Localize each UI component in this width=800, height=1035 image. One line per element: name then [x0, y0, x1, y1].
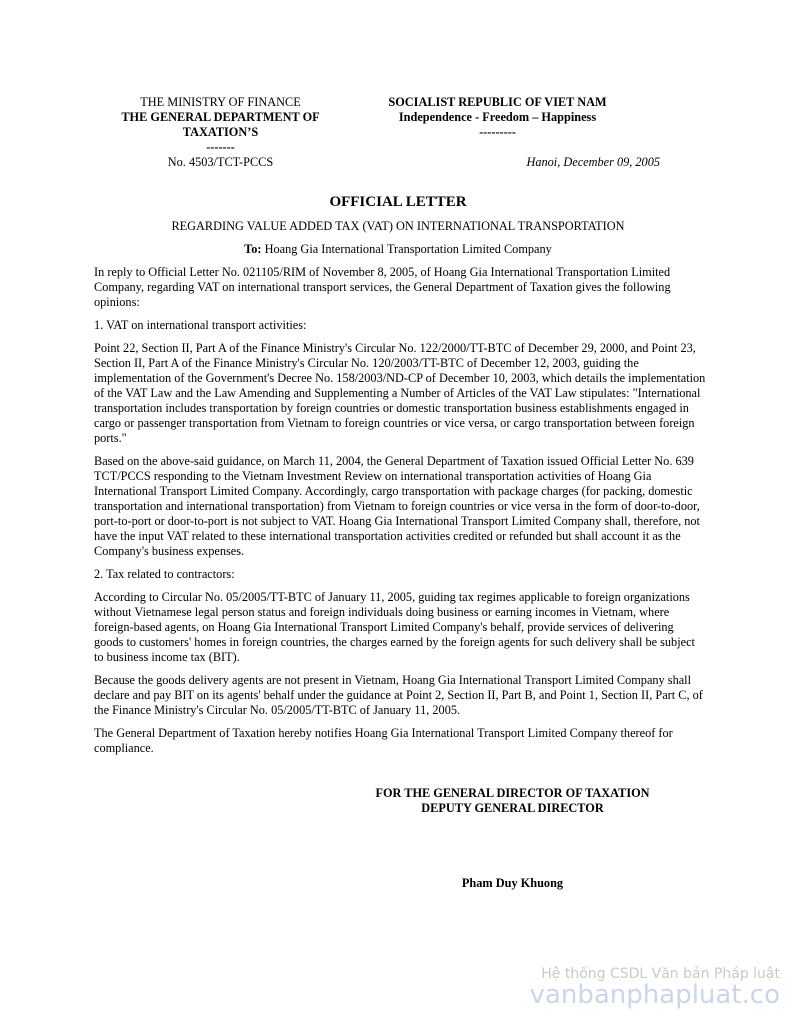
- letter-body: [94, 265, 706, 764]
- document-number: No. 4503/TCT-PCCS: [167, 155, 274, 169]
- signature-position: DEPUTY GENERAL DIRECTOR: [421, 801, 604, 815]
- signature-block: [345, 786, 680, 816]
- body-paragraph: In reply to Official Letter No. 021105/RIM of November 8, 2005, of Hoang Gia International Transportation Limited Company, regarding VAT on international transport services, the General Department of Taxation gives the following opinions:: [94, 265, 671, 309]
- body-paragraph: Because the goods delivery agents are not present in Vietnam, Hoang Gia International Transport Limited Company shall declare and pay BIT on its agents' behalf under the guidance at Point 2, Section II, Part B, and Point 1, Section II, Part C, of the Finance Ministry's Circular No. 05/2005/TT-BTC of January 11, 2005.: [94, 673, 703, 717]
- national-separator: ---------: [479, 125, 516, 139]
- body-paragraph: Based on the above-said guidance, on March 11, 2004, the General Department of Taxation issued Official Letter No. 639 TCT/PCCS responding to the Vietnam Investment Review on international transportation activities of Hoang Gia International Transport Limited Company. Accordingly, cargo transportation with package charges (for packing, domestic transportation and international transportation) from Vietnam to foreign countries or vice versa in the form of door-to-door, port-to-port or door-to-port is not subject to VAT. Hoang Gia International Transport Limited Company shall, therefore, not have the input VAT related to these international transportation activities credited or refunded but shall account it as the Company's business expenses.: [94, 454, 700, 558]
- recipient-label: To:: [244, 242, 262, 256]
- body-paragraph: The General Department of Taxation hereby notifies Hoang Gia International Transport Limited Company thereof for compliance.: [94, 726, 673, 755]
- recipient-line: [0, 242, 796, 257]
- watermark-caption: Hệ thống CSDL Văn bản Pháp luật: [541, 966, 780, 982]
- body-paragraph: According to Circular No. 05/2005/TT-BTC of January 11, 2005, guiding tax regimes applicable to foreign organizations without Vietnamese legal person status and foreign individuals doing business or earning incomes in Vietnam, where foreign-based agents, on Hoang Gia International Transport Limited Company's behalf, provide services of delivering goods to customers' homes in foreign countries, the charges earned by the foreign agents for such delivery shall be subject to business income tax (BIT).: [94, 590, 695, 664]
- document-subtitle: REGARDING VALUE ADDED TAX (VAT) ON INTERNATIONAL TRANSPORTATION: [171, 219, 625, 233]
- ministry-name: THE MINISTRY OF FINANCE: [140, 95, 301, 109]
- section-heading-contractors: 2. Tax related to contractors:: [94, 567, 235, 581]
- national-motto: Independence - Freedom – Happiness: [398, 110, 597, 124]
- issuer-separator: -------: [206, 140, 235, 154]
- watermark-site: vanbanphapluat.co: [529, 980, 780, 1010]
- document-date: Hanoi, December 09, 2005: [526, 155, 660, 169]
- signer-name: Pham Duy Khuong: [461, 876, 564, 890]
- section-heading-vat: 1. VAT on international transport activities:: [94, 318, 307, 332]
- national-header: [365, 95, 630, 140]
- department-name-line1: THE GENERAL DEPARTMENT OF: [121, 110, 320, 124]
- body-paragraph: Point 22, Section II, Part A of the Finance Ministry's Circular No. 122/2000/TT-BTC of December 29, 2000, and Point 23, Section II, Part A of the Finance Ministry's Circular No. 120/2003/TT-BTC of December 12, 2003, guiding the implementation of the Government's Decree No. 158/2003/ND-CP of December 10, 2003, which details the implementation of the VAT Law and the Law Amending and Supplementing a Number of Articles of the VAT Law stipulates: "International transportation includes transportation by foreign countries or domestic transportation business establishments engaged in cargo or passenger transportation from Vietnam to foreign countries or vice versa, or cargo transportation between foreign ports.": [94, 341, 706, 445]
- signature-authority: FOR THE GENERAL DIRECTOR OF TAXATION: [375, 786, 650, 800]
- department-name-line2: TAXATION’S: [182, 125, 259, 139]
- country-name: SOCIALIST REPUBLIC OF VIET NAM: [388, 95, 607, 109]
- issuer-header: [93, 95, 348, 155]
- document-title: OFFICIAL LETTER: [329, 194, 467, 210]
- recipient-name: Hoang Gia International Transportation Limited Company: [264, 242, 552, 256]
